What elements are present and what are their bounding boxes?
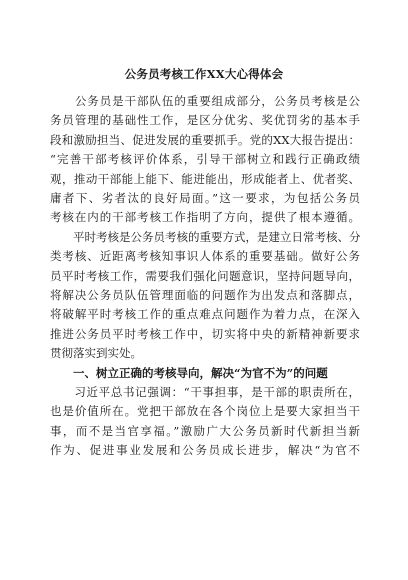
paragraph-line: 也是价值所在。党把干部放在各个岗位上是要大家担当干: [50, 404, 360, 419]
paragraph-line: 观，推动干部能上能下、能进能出，形成能者上、优者奖、: [50, 171, 360, 186]
paragraph-line: 庸者下、劣者汰的良好局面。”这一要求，为包括公务员: [50, 191, 360, 205]
paragraph-line: 习近平总书记强调：“干事担事，是干部的职责所在，: [50, 385, 360, 399]
paragraph-line: 段和激励担当、促进发展的重要抓手。党的XX大报告提出：: [50, 132, 360, 147]
paragraph-line: 将破解平时考核工作的重点难点问题作为着力点，在深入: [50, 307, 360, 322]
paragraph-line: “完善干部考核评价体系，引导干部树立和践行正确政绩: [50, 152, 360, 167]
paragraph-line: 作为、促进事业发展和公务员成长进步，解决“为官不: [50, 443, 360, 458]
paragraph-line: 推进公务员平时考核工作中，切实将中央的新精神新要求: [50, 326, 360, 341]
paragraph-line: 考核在内的干部考核工作指明了方向，提供了根本遵循。: [50, 210, 360, 225]
document-title: 公务员考核工作XX大心得体会: [124, 67, 284, 81]
paragraph-line: 将解决公务员队伍管理面临的问题作为出发点和落脚点，: [50, 288, 360, 302]
paragraph-line: 员平时考核工作，需要我们强化问题意识，坚持问题导向，: [50, 268, 360, 283]
section-heading: 一、树立正确的考核导向，解决“为官不为”的问题: [50, 365, 328, 380]
paragraph-line: 贯彻落实到实处。: [50, 346, 142, 361]
paragraph-line: 务员管理的基础性工作，是区分优劣、奖优罚劣的基本手: [50, 113, 360, 128]
paragraph-line: 类考核、近距离考核知事识人体系的重要基础。做好公务: [50, 249, 360, 264]
paragraph-line: 公务员是干部队伍的重要组成部分，公务员考核是公: [50, 94, 360, 108]
paragraph-line: 事，而不是当官享福。”激励广大公务员新时代新担当新: [50, 423, 360, 438]
paragraph-line: 平时考核是公务员考核的重要方式，是建立日常考核、分: [50, 229, 361, 244]
